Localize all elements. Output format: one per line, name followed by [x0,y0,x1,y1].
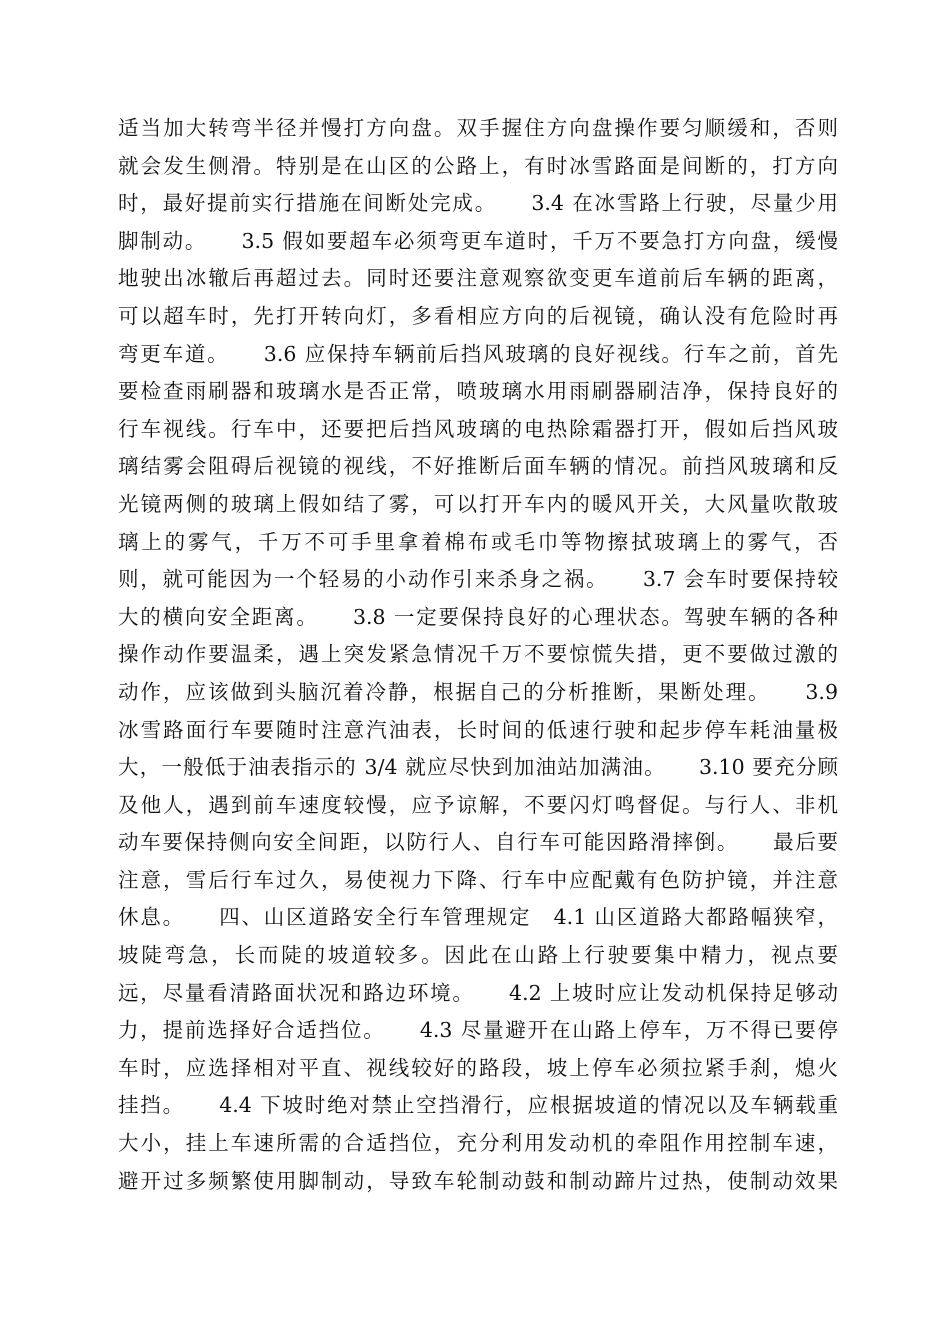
text-line-7: 弯更车道。 3.6 应保持车辆前后挡风玻璃的良好视线。行车之前，首先 [118,341,838,366]
text-line-8: 要检查雨刷器和玻璃水是否正常，喷玻璃水用雨刷器刷洁净，保持良好的 [118,379,838,404]
text-line-9: 行车视线。行车中，还要把后挡风玻璃的电热除霜器打开，假如后挡风玻 [118,416,838,441]
text-line-15: 操作动作要温柔，遇上突发紧急情况千万不要惊慌失措，更不要做过激的 [118,642,838,667]
body-text [118,110,838,1200]
text-line-19: 及他人，遇到前车速度较慢，应予谅解，不要闪灯鸣督促。与行人、非机 [118,792,838,817]
text-line-27: 挂挡。 4.4 下坡时绝对禁止空挡滑行，应根据坡道的情况以及车辆载重 [118,1093,838,1118]
text-line-24: 远，尽量看清路面状况和路边环境。 4.2 上坡时应让发动机保持足够动 [118,980,838,1005]
text-line-10: 璃结雾会阻碍后视镜的视线，不好推断后面车辆的情况。前挡风玻璃和反 [118,454,838,479]
text-line-5: 地驶出冰辙后再超过去。同时还要注意观察欲变更车道前后车辆的距离， [118,266,838,291]
text-line-17: 冰雪路面行车要随时注意汽油表，长时间的低速行驶和起步停车耗油量极 [118,717,838,742]
text-line-20: 动车要保持侧向安全间距，以防行人、自行车可能因路滑摔倒。 最后要 [118,830,838,855]
text-line-23: 坡陡弯急，长而陡的坡道较多。因此在山路上行驶要集中精力，视点要 [118,943,838,968]
text-line-11: 光镜两侧的玻璃上假如结了雾，可以打开车内的暖风开关，大风量吹散玻 [118,491,838,516]
text-line-3: 时，最好提前实行措施在间断处完成。 3.4 在冰雪路上行驶，尽量少用 [118,191,838,216]
text-line-26: 车时，应选择相对平直、视线较好的路段，坡上停车必须拉紧手刹，熄火 [118,1055,838,1080]
text-line-21: 注意，雪后行车过久，易使视力下降、行车中应配戴有色防护镜，并注意 [118,867,838,892]
text-line-16: 动作，应该做到头脑沉着冷静，根据自己的分析推断，果断处理。 3.9 [118,679,838,704]
text-line-2: 就会发生侧滑。特别是在山区的公路上，有时冰雪路面是间断的，打方向 [118,153,838,178]
text-line-4: 脚制动。 3.5 假如要超车必须弯更车道时，千万不要急打方向盘，缓慢 [118,228,838,253]
text-line-29: 避开过多频繁使用脚制动，导致车轮制动鼓和制动蹄片过热，使制动效果 [118,1168,838,1193]
text-line-13: 则，就可能因为一个轻易的小动作引来杀身之祸。 3.7 会车时要保持较 [118,567,838,592]
text-line-14: 大的横向安全距离。 3.8 一定要保持良好的心理状态。驾驶车辆的各种 [118,604,838,629]
text-line-28: 大小，挂上车速所需的合适挡位，充分利用发动机的牵阻作用控制车速， [118,1131,838,1156]
text-line-12: 璃上的雾气，千万不可手里拿着棉布或毛巾等物擦拭玻璃上的雾气，否 [118,529,838,554]
text-line-1: 适当加大转弯半径并慢打方向盘。双手握住方向盘操作要匀顺缓和，否则 [118,116,838,140]
text-line-6: 可以超车时，先打开转向灯，多看相应方向的后视镜，确认没有危险时再 [118,303,838,328]
text-line-25: 力，提前选择好合适挡位。 4.3 尽量避开在山路上停车，万不得已要停 [118,1018,838,1043]
text-line-18: 大，一般低于油表指示的 3/4 就应尽快到加油站加满油。 3.10 要充分顾 [118,755,838,780]
text-line-22: 休息。 四、山区道路安全行车管理规定 4.1 山区道路大都路幅狭窄， [118,905,838,930]
